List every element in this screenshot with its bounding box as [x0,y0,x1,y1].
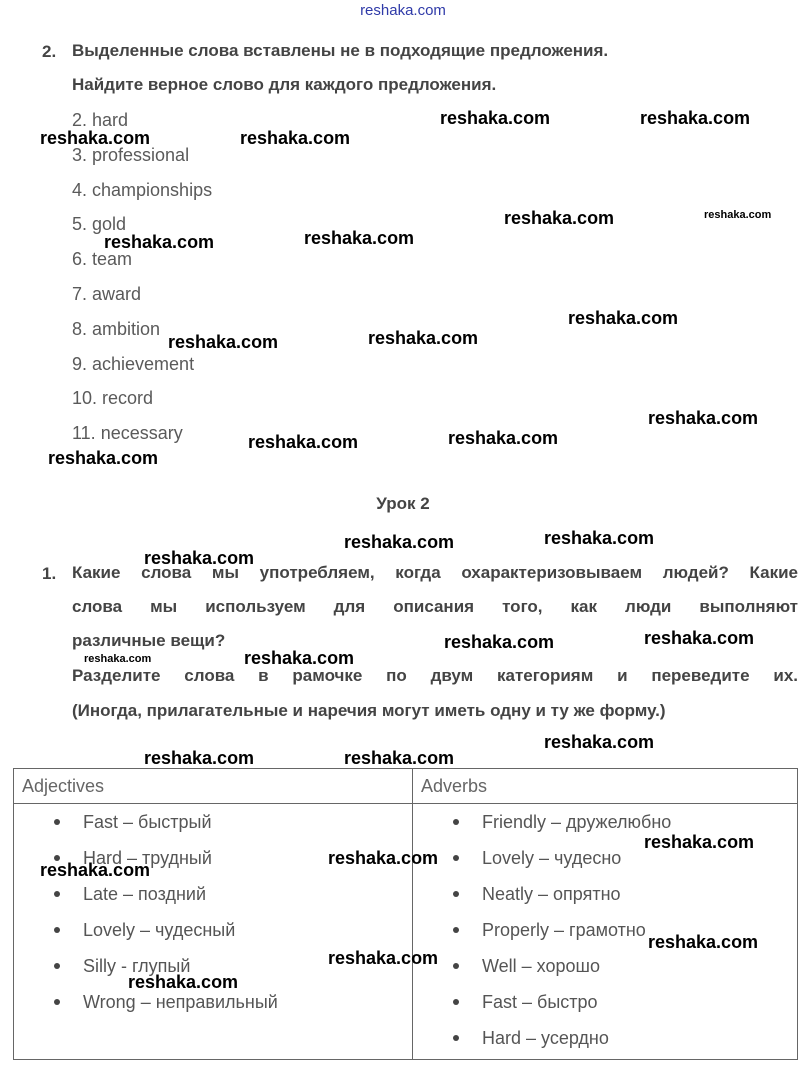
bullet-icon [453,963,459,969]
watermark: reshaka.com [84,653,152,665]
answer-item: 3. professional [72,145,190,165]
task-1-line: (Иногда, прилагательные и наречия могут иметь одну и ту же форму.) [72,701,666,720]
task-1-line: Какие слова мы употребляем, когда охарактеризовываем людей? Какие [72,563,798,582]
watermark: reshaka.com [144,748,255,768]
bullet-icon [453,819,459,825]
watermark: reshaka.com [40,128,151,148]
watermark: reshaka.com [304,228,415,248]
list-item [413,984,797,1020]
answer-item: 2. hard [72,110,129,130]
bullet-icon [453,999,459,1005]
list-item [413,948,797,984]
adjective-entry: Hard – трудный [83,848,212,868]
lesson-title: Урок 2 [376,494,430,513]
watermark: reshaka.com [144,548,255,568]
list-item [413,1020,797,1056]
watermark: reshaka.com [40,860,151,880]
task-1-number: 1. [42,564,57,583]
bullet-icon [54,999,60,1005]
list-item [413,876,797,912]
adjectives-header: Adjectives [14,769,413,804]
bullet-icon [453,855,459,861]
watermark: reshaka.com [648,408,759,428]
adverb-entry: Properly – грамотно [482,920,646,940]
watermark: reshaka.com [568,308,679,328]
adverb-entry: Lovely – чудесно [482,848,622,868]
watermark: reshaka.com [640,108,751,128]
task-1-line: различные вещи? [72,631,226,650]
answer-item: 5. gold [72,214,127,234]
bullet-icon [453,891,459,897]
answer-item: 7. award [72,284,142,304]
answer-item: 8. ambition [72,319,161,339]
adjectives-column [14,804,413,1060]
task-2-heading-line-2: Найдите верное слово для каждого предложения. [72,75,497,94]
watermark: reshaka.com [240,128,351,148]
watermark: reshaka.com [440,108,551,128]
watermark: reshaka.com [448,428,559,448]
watermark: reshaka.com [444,632,555,652]
watermark: reshaka.com [168,332,279,352]
bullet-icon [54,819,60,825]
watermark: reshaka.com [328,948,439,968]
answer-item: 10. record [72,388,154,408]
adjective-entry: Fast – быстрый [83,812,212,832]
watermark: reshaka.com [344,532,455,552]
watermark: reshaka.com [248,432,359,452]
bullet-icon [54,963,60,969]
adjective-entry: Silly - глупый [83,956,191,976]
site-header[interactable]: reshaka.com [360,2,446,19]
watermark: reshaka.com [48,448,159,468]
answer-item: 6. team [72,249,133,269]
list-item [14,876,412,912]
adjective-entry: Wrong – неправильный [83,992,278,1012]
bullet-icon [453,1035,459,1041]
watermark: reshaka.com [128,972,239,992]
answer-item: 11. necessary [72,423,183,443]
watermark: reshaka.com [368,328,479,348]
watermark: reshaka.com [644,628,755,648]
adverb-entry: Hard – усердно [482,1028,609,1048]
bullet-icon [54,891,60,897]
answer-item: 9. achievement [72,354,195,374]
adverb-entry: Friendly – дружелюбно [482,812,672,832]
bullet-icon [54,927,60,933]
task-2-heading-line-1: Выделенные слова вставлены не в подходящие предложения. [72,41,609,60]
words-table [13,768,798,1060]
task-2-number: 2. [42,42,57,61]
watermark: reshaka.com [504,208,615,228]
list-item [14,804,412,840]
watermark: reshaka.com [644,832,755,852]
task-1-line: Разделите слова в рамочке по двум категориям и переведите их. [72,666,798,685]
answer-item: 4. championships [72,180,213,200]
watermark: reshaka.com [104,232,215,252]
adjective-entry: Lovely – чудесный [83,920,236,940]
list-item [14,912,412,948]
adverb-entry: Neatly – опрятно [482,884,621,904]
bullet-icon [453,927,459,933]
watermark: reshaka.com [648,932,759,952]
adjective-entry: Late – поздний [83,884,207,904]
task-1-line: слова мы используем для описания того, как люди выполняют [72,597,798,616]
adverbs-header: Adverbs [413,769,798,804]
watermark: reshaka.com [344,748,455,768]
adverb-entry: Fast – быстро [482,992,598,1012]
watermark: reshaka.com [704,209,772,221]
watermark: reshaka.com [244,648,355,668]
watermark: reshaka.com [544,732,655,752]
adverb-entry: Well – хорошо [482,956,600,976]
watermark: reshaka.com [544,528,655,548]
watermark: reshaka.com [328,848,439,868]
